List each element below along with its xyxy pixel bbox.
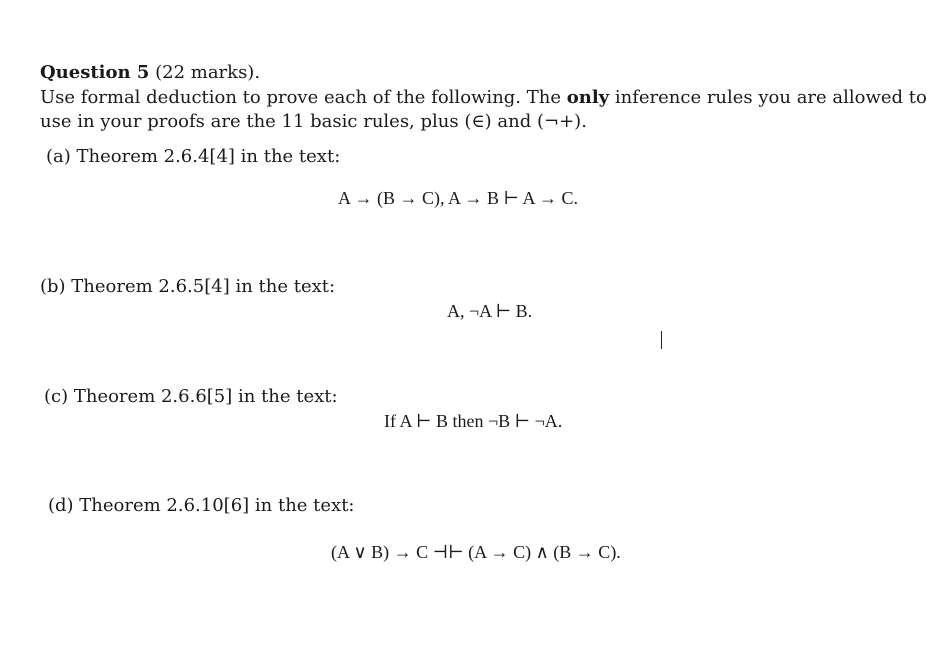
intro-text-post: inference rules you are allowed to <box>609 87 927 108</box>
part-b-formula: A, ¬A ⊢ B. <box>447 301 533 321</box>
question-instructions-line2: use in your proofs are the 11 basic rules, plus (∈) and (¬+). <box>40 111 587 132</box>
question-instructions-line1 <box>40 87 927 108</box>
part-a-label: (a) Theorem 2.6.4[4] in the text: <box>46 146 341 167</box>
part-d-formula: (A ∨ B) → C ⊣⊢ (A → C) ∧ (B → C). <box>331 542 621 562</box>
part-d-label: (d) Theorem 2.6.10[6] in the text: <box>48 495 355 516</box>
text-cursor <box>661 331 662 349</box>
part-b-label: (b) Theorem 2.6.5[4] in the text: <box>40 276 336 297</box>
intro-text-pre: Use formal deduction to prove each of the following. The <box>40 87 567 108</box>
part-c-label: (c) Theorem 2.6.6[5] in the text: <box>44 386 338 407</box>
question-marks: (22 marks). <box>149 62 261 83</box>
part-a-formula: A → (B → C), A → B ⊢ A → C. <box>338 188 579 208</box>
intro-text-emphasis: only <box>566 87 610 108</box>
question-label: Question 5 <box>40 62 150 83</box>
question-title <box>40 62 260 83</box>
part-c-formula: If A ⊢ B then ¬B ⊢ ¬A. <box>384 411 563 431</box>
